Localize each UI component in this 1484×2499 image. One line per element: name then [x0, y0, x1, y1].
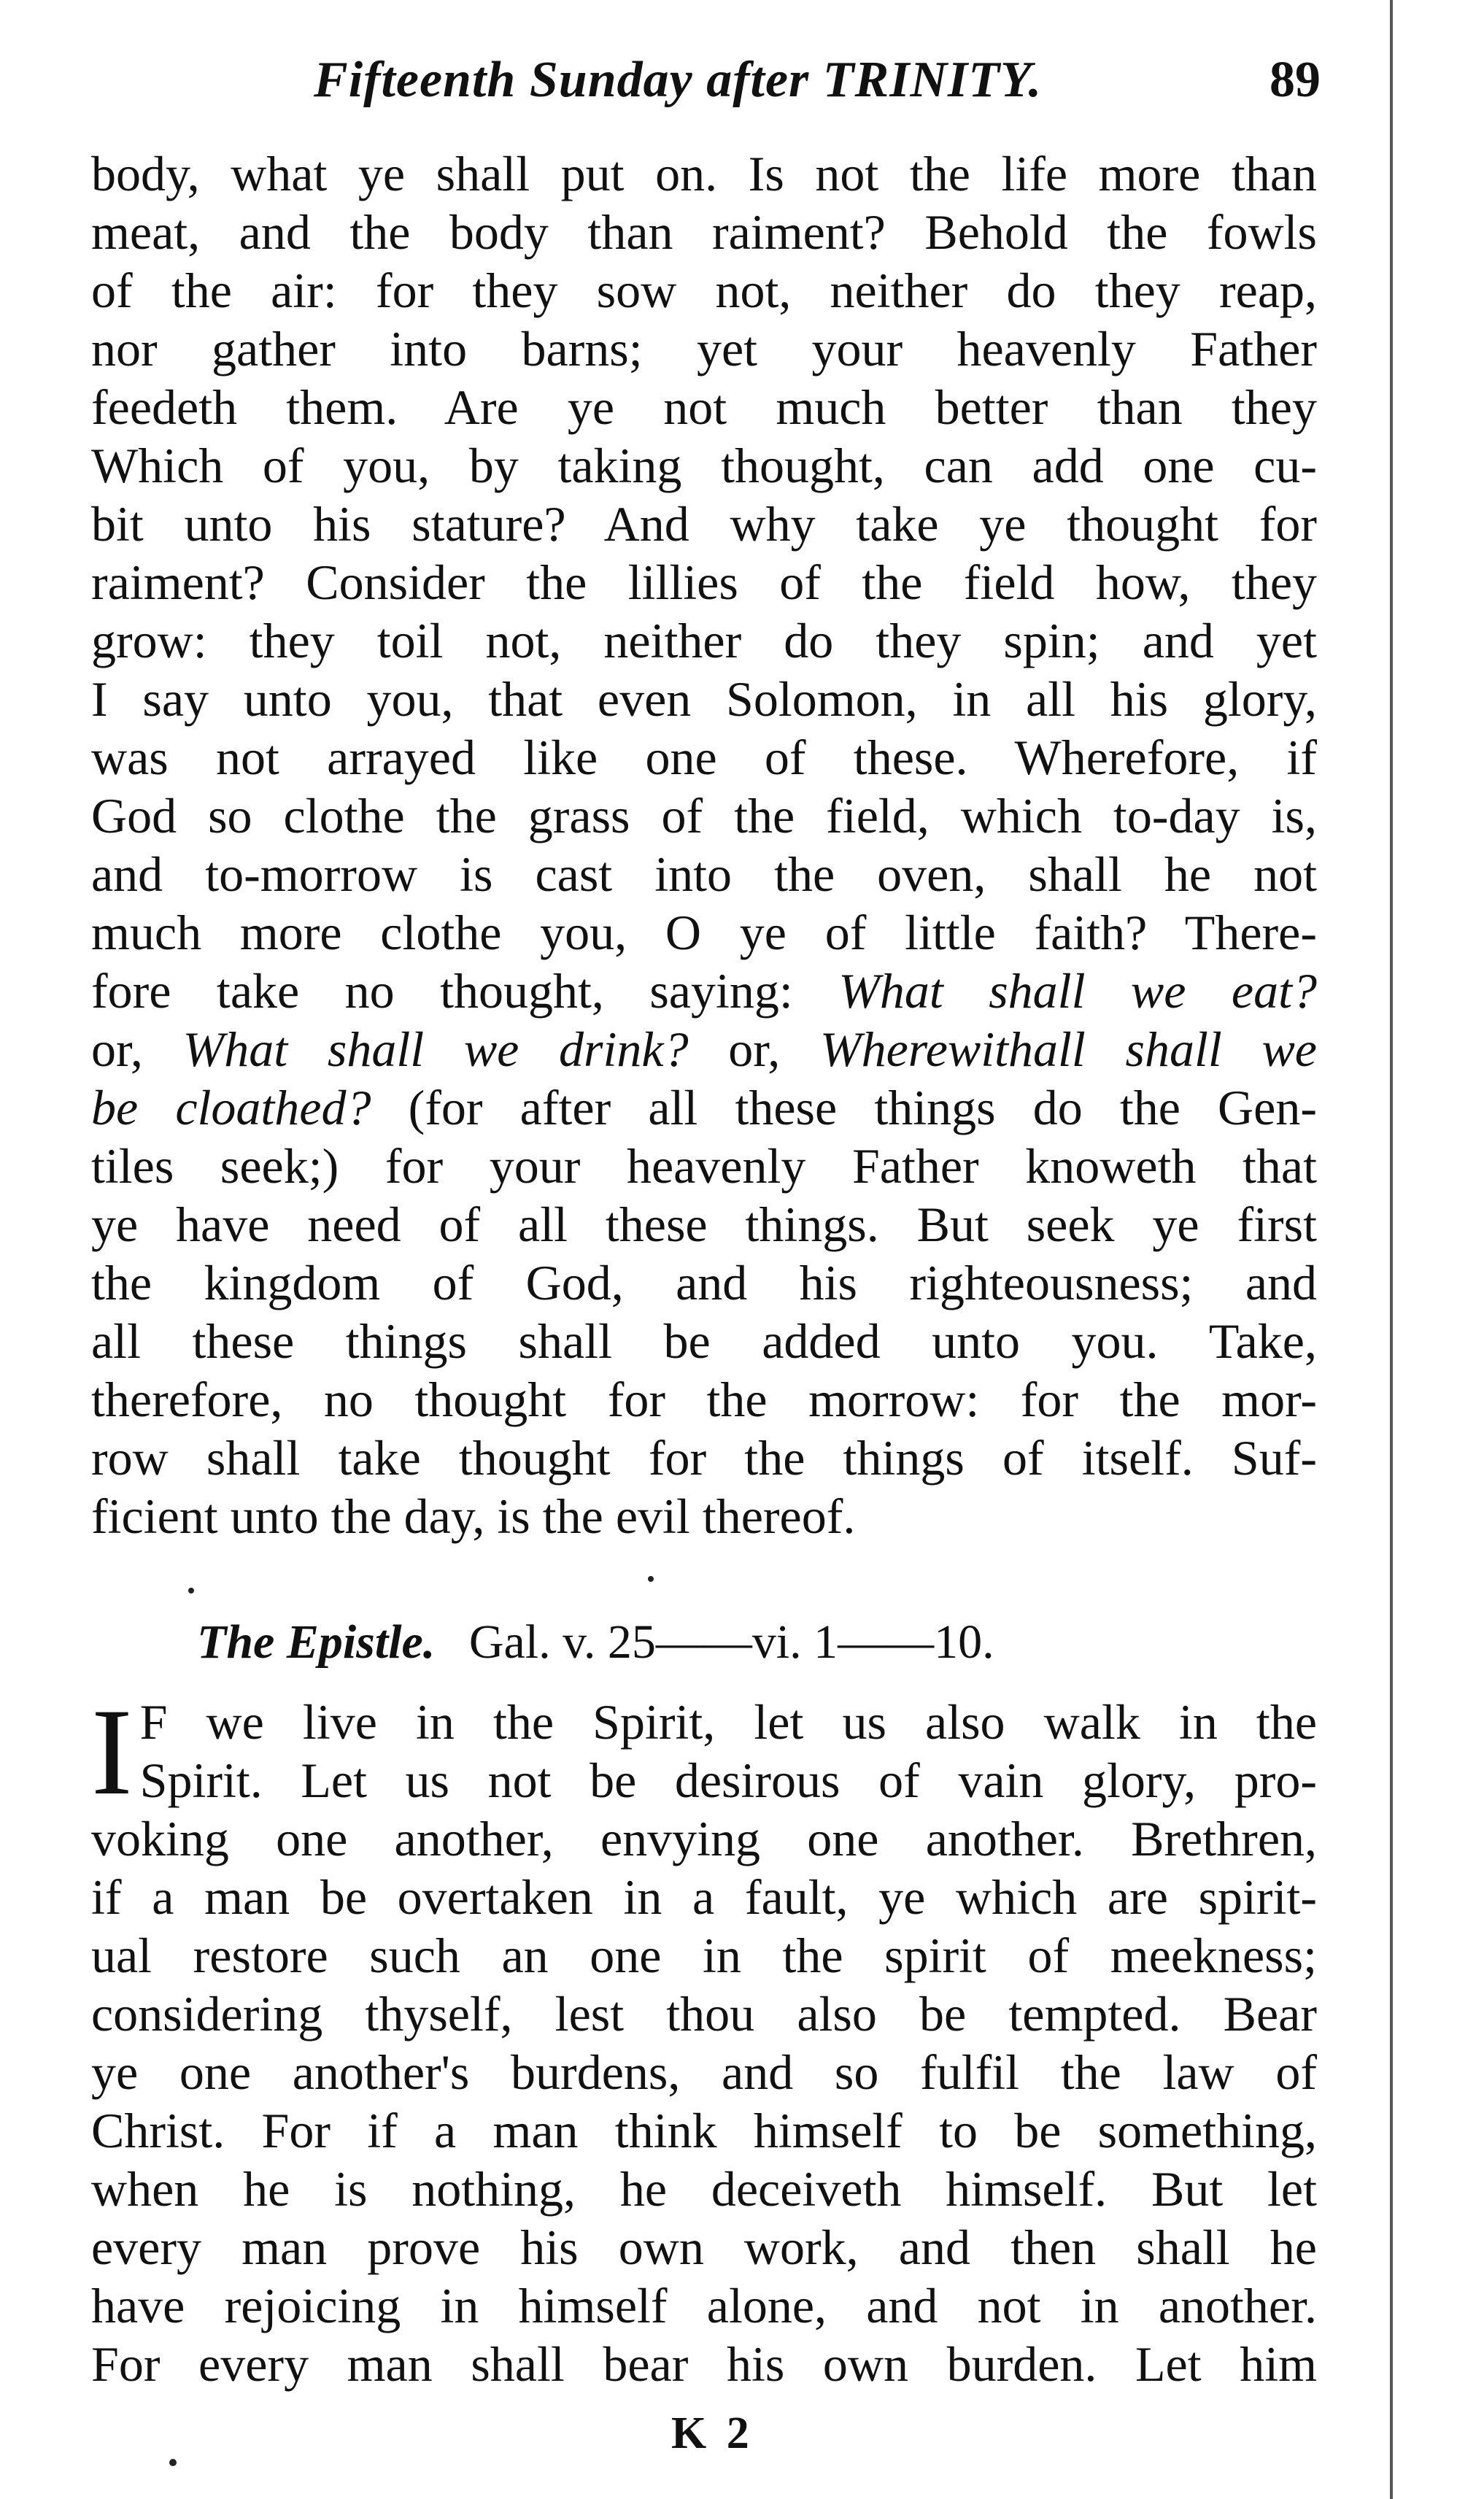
ink-speck — [648, 1576, 654, 1582]
text-line: ficient unto the day, is the evil thereof. — [91, 1488, 856, 1544]
text-line: voking one another, envying one another. Brethren, — [91, 1811, 1317, 1866]
italic-question: Wherewithall shall we — [819, 1021, 1317, 1077]
text-line: Christ. For if a man think himself to be something, — [91, 2103, 1317, 2158]
signature-mark: K 2 — [671, 2409, 754, 2458]
text-line: tiles seek;) for your heavenly Father knoweth that — [91, 1138, 1317, 1194]
text-line: nor gather into barns; yet your heavenly Father — [91, 321, 1317, 376]
text-line: have rejoicing in himself alone, and not in another. — [91, 2278, 1317, 2333]
drop-cap: I — [91, 1683, 133, 1820]
text-line: considering thyself, lest thou also be tempted. Bear — [91, 1986, 1317, 2042]
text-line: ual restore such an one in the spirit of meekness; — [91, 1928, 1317, 1983]
epistle-reference: Gal. v. 25——vi. 1——10. — [468, 1615, 994, 1669]
running-head: Fifteenth Sunday after TRINITY. — [314, 52, 1043, 108]
text-line: meat, and the body than raiment? Behold the fowls — [91, 204, 1317, 260]
text-line: ye one another's burdens, and so fulfil the law of — [91, 2044, 1317, 2100]
page-number: 89 — [1269, 52, 1321, 108]
text-line: Spirit. Let us not be desirous of vain glory, pro- — [139, 1753, 1317, 1808]
text-line: God so clothe the grass of the field, which to-day is, — [91, 788, 1317, 843]
italic-question: What shall we drink? — [182, 1021, 689, 1077]
ink-speck — [188, 1588, 194, 1594]
text-line: was not arrayed like one of these. Wherefore, if — [91, 730, 1317, 785]
text-line: therefore, no thought for the morrow: for the mor- — [91, 1372, 1317, 1427]
text-line: and to-morrow is cast into the oven, shall he not — [91, 846, 1317, 902]
text-line-mixed — [91, 962, 1317, 1020]
text-line: every man prove his own work, and then shall he — [91, 2220, 1317, 2275]
text-segment: (for after all these things do the Gen- — [371, 1080, 1317, 1135]
page-edge-rule — [1390, 0, 1393, 2499]
text-line: much more clothe you, O ye of little faith? There- — [91, 905, 1317, 960]
text-line: I say unto you, that even Solomon, in all his glory, — [91, 671, 1317, 727]
epistle-text — [91, 1683, 1317, 2393]
text-line: body, what ye shall put on. Is not the life more than — [91, 146, 1317, 201]
epistle-label: The Epistle. — [197, 1615, 436, 1669]
page-header — [314, 44, 1321, 124]
text-line: F we live in the Spirit, let us also walk in the — [139, 1694, 1317, 1750]
text-line: grow: they toil not, neither do they spin; and yet — [91, 613, 1317, 668]
text-line: bit unto his stature? And why take ye thought for — [91, 496, 1317, 552]
text-line: raiment? Consider the lillies of the field how, they — [91, 555, 1317, 610]
text-segment: or, — [688, 1021, 820, 1077]
gospel-text — [91, 144, 1317, 1545]
text-segment: fore take no thought, saying: — [91, 963, 839, 1019]
text-line: feedeth them. Are ye not much better than they — [91, 379, 1317, 435]
italic-question: What shall we eat? — [838, 963, 1317, 1019]
text-line: when he is nothing, he deceiveth himself. But let — [91, 2161, 1317, 2217]
text-line: the kingdom of God, and his righteousness; and — [91, 1255, 1317, 1310]
epistle-heading — [197, 1615, 1218, 1670]
text-line: ye have need of all these things. But seek ye first — [91, 1197, 1317, 1252]
text-line: of the air: for they sow not, neither do they reap, — [91, 263, 1317, 318]
text-line-mixed — [91, 1078, 1317, 1137]
ink-speck — [169, 2459, 177, 2466]
text-line: if a man be overtaken in a fault, ye which are spirit- — [91, 1869, 1317, 1925]
text-line: all these things shall be added unto you. Take, — [91, 1313, 1317, 1369]
italic-question: be cloathed? — [91, 1080, 371, 1135]
text-line: Which of you, by taking thought, can add one cu- — [91, 438, 1317, 493]
text-line: row shall take thought for the things of itself. Suf- — [91, 1430, 1317, 1486]
text-line-mixed — [91, 1020, 1317, 1078]
text-line: For every man shall bear his own burden. Let him — [91, 2336, 1317, 2392]
text-segment: or, — [91, 1021, 183, 1077]
